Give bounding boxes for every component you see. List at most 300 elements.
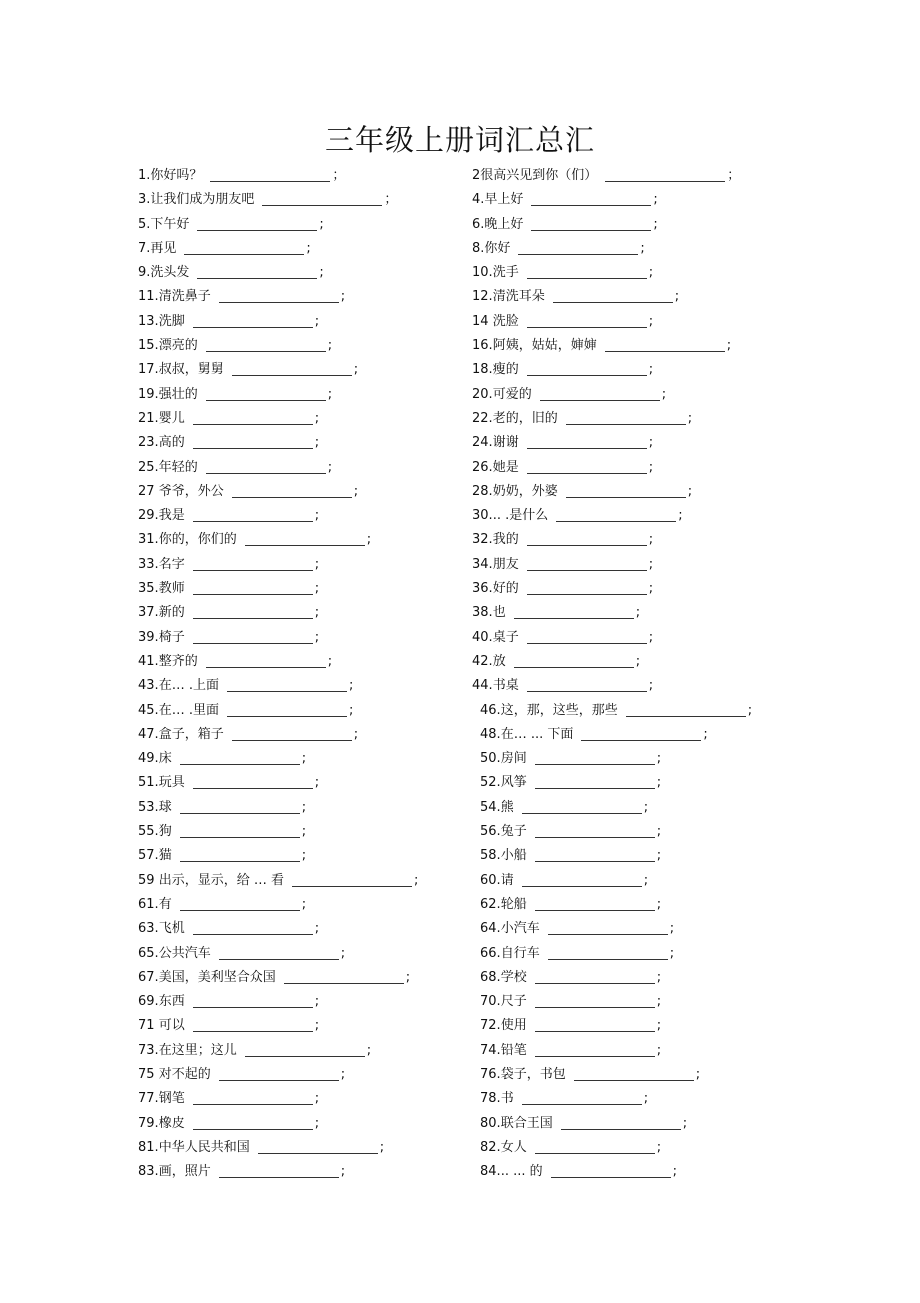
answer-blank[interactable] bbox=[514, 604, 634, 619]
item-number: 74. bbox=[480, 1042, 501, 1058]
item-number: 63. bbox=[138, 921, 159, 937]
answer-blank[interactable] bbox=[206, 653, 326, 668]
answer-blank[interactable] bbox=[553, 288, 673, 303]
answer-blank[interactable] bbox=[262, 191, 382, 206]
vocab-item bbox=[138, 966, 410, 990]
answer-blank[interactable] bbox=[193, 920, 313, 935]
answer-blank[interactable] bbox=[527, 459, 647, 474]
answer-blank[interactable] bbox=[193, 1017, 313, 1032]
answer-blank[interactable] bbox=[180, 896, 300, 911]
item-number: 59 bbox=[138, 872, 159, 888]
answer-blank[interactable] bbox=[227, 677, 347, 692]
vocab-item bbox=[480, 1039, 661, 1063]
vocab-row bbox=[0, 820, 920, 844]
item-semicolon: ; bbox=[327, 338, 333, 354]
item-number: 11. bbox=[138, 289, 159, 305]
answer-blank[interactable] bbox=[535, 750, 655, 765]
vocab-row bbox=[0, 942, 920, 966]
item-semicolon: ; bbox=[653, 192, 658, 208]
vocab-item bbox=[472, 674, 653, 698]
item-number: 56. bbox=[480, 824, 501, 840]
item-number: 45. bbox=[138, 702, 159, 718]
item-number: 24. bbox=[472, 435, 493, 451]
vocab-row bbox=[0, 844, 920, 868]
item-text: 使用 bbox=[500, 1018, 527, 1034]
item-text: 清洗耳朵 bbox=[492, 289, 545, 305]
item-number: 79. bbox=[138, 1115, 159, 1131]
item-number: 47. bbox=[138, 726, 159, 742]
vocab-row bbox=[0, 601, 920, 625]
item-text: 你好 bbox=[484, 240, 511, 256]
item-semicolon: ; bbox=[648, 435, 654, 451]
answer-blank[interactable] bbox=[219, 288, 339, 303]
answer-blank[interactable] bbox=[535, 896, 655, 911]
answer-blank[interactable] bbox=[184, 240, 304, 255]
answer-blank[interactable] bbox=[219, 1163, 339, 1178]
item-semicolon: ; bbox=[643, 1091, 649, 1107]
item-text: 放 bbox=[492, 653, 506, 669]
answer-blank[interactable] bbox=[193, 1090, 313, 1105]
answer-blank[interactable] bbox=[193, 774, 313, 789]
vocabulary-list bbox=[0, 164, 920, 1184]
item-semicolon: ; bbox=[366, 532, 372, 548]
vocab-item bbox=[480, 723, 708, 747]
item-number: 30. bbox=[472, 508, 493, 524]
vocab-row bbox=[0, 383, 920, 407]
answer-blank[interactable] bbox=[197, 216, 317, 231]
item-number: 50. bbox=[480, 751, 501, 767]
item-semicolon: ; bbox=[656, 848, 662, 864]
vocab-item bbox=[138, 1087, 319, 1111]
answer-blank[interactable] bbox=[574, 1066, 694, 1081]
item-number: 54. bbox=[480, 799, 501, 815]
item-semicolon: ; bbox=[314, 313, 320, 329]
item-number: 19. bbox=[138, 386, 159, 402]
vocab-item bbox=[138, 771, 319, 795]
vocab-row bbox=[0, 237, 920, 261]
item-text: 我的 bbox=[492, 532, 519, 548]
item-text: 年轻的 bbox=[158, 459, 198, 475]
answer-blank[interactable] bbox=[232, 361, 352, 376]
vocab-item bbox=[138, 407, 319, 431]
item-text: 谢谢 bbox=[492, 435, 519, 451]
item-number: 41. bbox=[138, 653, 159, 669]
item-text: 清洗鼻子 bbox=[158, 289, 211, 305]
item-semicolon: ; bbox=[674, 289, 680, 305]
vocab-item bbox=[472, 334, 731, 358]
item-number: 58. bbox=[480, 848, 501, 864]
answer-blank[interactable] bbox=[193, 313, 313, 328]
vocab-item bbox=[138, 213, 324, 237]
item-number: 21. bbox=[138, 410, 159, 426]
item-semicolon: ; bbox=[413, 872, 419, 888]
item-text: 小汽车 bbox=[500, 921, 540, 937]
vocab-item bbox=[480, 990, 661, 1014]
item-text: 小船 bbox=[500, 848, 527, 864]
item-number: 55. bbox=[138, 824, 159, 840]
vocab-item bbox=[480, 796, 648, 820]
item-text: 你的，你们的 bbox=[158, 532, 237, 548]
answer-blank[interactable] bbox=[535, 847, 655, 862]
item-text: 橡皮 bbox=[158, 1115, 185, 1131]
item-number: 17. bbox=[138, 362, 159, 378]
vocab-item bbox=[472, 480, 692, 504]
answer-blank[interactable] bbox=[197, 264, 317, 279]
vocab-row bbox=[0, 771, 920, 795]
vocab-item bbox=[472, 553, 653, 577]
answer-blank[interactable] bbox=[626, 702, 746, 717]
vocab-item bbox=[472, 358, 653, 382]
answer-blank[interactable] bbox=[540, 386, 660, 401]
vocab-item bbox=[138, 456, 332, 480]
item-text: 朋友 bbox=[492, 556, 519, 572]
vocab-row bbox=[0, 261, 920, 285]
vocab-row bbox=[0, 1039, 920, 1063]
item-text: 教师 bbox=[158, 581, 185, 597]
answer-blank[interactable] bbox=[522, 872, 642, 887]
answer-blank[interactable] bbox=[527, 580, 647, 595]
item-semicolon: ; bbox=[661, 386, 667, 402]
item-semicolon: ; bbox=[301, 896, 307, 912]
answer-blank[interactable] bbox=[566, 483, 686, 498]
item-number: 75 bbox=[138, 1066, 159, 1082]
vocab-item bbox=[138, 237, 311, 261]
item-number: 7. bbox=[138, 240, 151, 256]
vocab-row bbox=[0, 1087, 920, 1111]
item-number: 16. bbox=[472, 338, 493, 354]
item-number: 23. bbox=[138, 435, 159, 451]
item-semicolon: ; bbox=[327, 653, 333, 669]
vocab-row bbox=[0, 480, 920, 504]
item-semicolon: ; bbox=[340, 1164, 346, 1180]
item-text: 新的 bbox=[158, 605, 185, 621]
vocab-row bbox=[0, 747, 920, 771]
vocab-row bbox=[0, 213, 920, 237]
item-text: 书桌 bbox=[492, 678, 519, 694]
item-number: 38. bbox=[472, 605, 493, 621]
item-semicolon: ; bbox=[301, 848, 307, 864]
item-text: 你好吗？ bbox=[150, 168, 203, 183]
answer-blank[interactable] bbox=[548, 920, 668, 935]
vocab-item bbox=[138, 1160, 345, 1184]
item-text: 高的 bbox=[158, 435, 185, 451]
vocab-row bbox=[0, 1112, 920, 1136]
item-semicolon: ; bbox=[314, 435, 320, 451]
item-text: 猫 bbox=[158, 848, 172, 864]
item-semicolon: ; bbox=[635, 653, 641, 669]
item-text: 自行车 bbox=[500, 945, 540, 961]
answer-blank[interactable] bbox=[193, 629, 313, 644]
vocab-row bbox=[0, 917, 920, 941]
answer-blank[interactable] bbox=[193, 993, 313, 1008]
vocab-item bbox=[472, 285, 679, 309]
item-semicolon: ; bbox=[379, 1139, 385, 1155]
vocab-item bbox=[138, 820, 306, 844]
answer-blank[interactable] bbox=[292, 872, 412, 887]
item-semicolon: ; bbox=[319, 216, 324, 232]
item-text: 在… .上面 bbox=[158, 678, 219, 694]
item-number: 49. bbox=[138, 751, 159, 767]
vocab-item bbox=[138, 1039, 371, 1063]
item-number: 48. bbox=[480, 726, 501, 742]
answer-blank[interactable] bbox=[232, 726, 352, 741]
item-semicolon: ; bbox=[327, 386, 333, 402]
item-text: 公共汽车 bbox=[158, 945, 211, 961]
item-semicolon: ; bbox=[656, 1018, 662, 1034]
item-semicolon: ; bbox=[656, 1042, 662, 1058]
vocab-row bbox=[0, 1063, 920, 1087]
answer-blank[interactable] bbox=[535, 1139, 655, 1154]
item-text: 画，照片 bbox=[158, 1164, 211, 1180]
item-number: 39. bbox=[138, 629, 159, 645]
answer-blank[interactable] bbox=[535, 1042, 655, 1057]
item-semicolon: ; bbox=[314, 921, 320, 937]
item-text: 爷爷，外公 bbox=[158, 483, 224, 499]
item-text: 尺子 bbox=[500, 994, 527, 1010]
item-number: 10. bbox=[472, 265, 493, 281]
item-text: .. ... 的 bbox=[500, 1164, 543, 1180]
vocab-item bbox=[472, 261, 653, 285]
answer-blank[interactable] bbox=[206, 386, 326, 401]
answer-blank[interactable] bbox=[561, 1115, 681, 1130]
item-number: 70. bbox=[480, 994, 501, 1010]
answer-blank[interactable] bbox=[522, 1090, 642, 1105]
vocab-item bbox=[472, 626, 653, 650]
vocab-item bbox=[138, 844, 306, 868]
item-semicolon: ; bbox=[695, 1066, 701, 1082]
vocab-item bbox=[138, 358, 358, 382]
vocab-row bbox=[0, 528, 920, 552]
item-number: 34. bbox=[472, 556, 493, 572]
item-text: 整齐的 bbox=[158, 653, 198, 669]
item-semicolon: ; bbox=[314, 1091, 320, 1107]
item-number: 53. bbox=[138, 799, 159, 815]
vocab-row bbox=[0, 164, 920, 188]
vocab-row bbox=[0, 893, 920, 917]
answer-blank[interactable] bbox=[531, 191, 651, 206]
vocab-item bbox=[138, 480, 358, 504]
vocab-item bbox=[480, 1136, 661, 1160]
answer-blank[interactable] bbox=[535, 969, 655, 984]
item-text: 她是 bbox=[492, 459, 519, 475]
answer-blank[interactable] bbox=[527, 313, 647, 328]
item-number: 20. bbox=[472, 386, 493, 402]
item-number: 61. bbox=[138, 896, 159, 912]
item-semicolon: ; bbox=[747, 702, 753, 718]
answer-blank[interactable] bbox=[527, 531, 647, 546]
answer-blank[interactable] bbox=[556, 507, 676, 522]
item-semicolon: ; bbox=[314, 508, 320, 524]
answer-blank[interactable] bbox=[514, 653, 634, 668]
vocab-item bbox=[472, 456, 653, 480]
vocab-item bbox=[472, 213, 658, 237]
vocab-item bbox=[472, 164, 740, 188]
item-number: 66. bbox=[480, 945, 501, 961]
vocab-row bbox=[0, 504, 920, 528]
item-semicolon: ; bbox=[656, 775, 662, 791]
item-number: 8. bbox=[472, 240, 485, 256]
vocab-item bbox=[138, 1063, 345, 1087]
item-text: 在… ... 下面 bbox=[500, 726, 574, 742]
item-text: 女人 bbox=[500, 1139, 527, 1155]
answer-blank[interactable] bbox=[193, 507, 313, 522]
item-number: 5. bbox=[138, 216, 151, 232]
item-text: 老的，旧的 bbox=[492, 410, 558, 426]
answer-blank[interactable] bbox=[535, 823, 655, 838]
item-number: 52. bbox=[480, 775, 501, 791]
answer-blank[interactable] bbox=[527, 434, 647, 449]
item-semicolon: ; bbox=[314, 1115, 320, 1131]
vocab-item bbox=[472, 528, 653, 552]
item-text: .. .是什么 bbox=[492, 508, 549, 524]
answer-blank[interactable] bbox=[551, 1163, 671, 1178]
item-text: 轮船 bbox=[500, 896, 527, 912]
answer-blank[interactable] bbox=[180, 847, 300, 862]
item-number: 2 bbox=[472, 168, 481, 183]
item-semicolon: ; bbox=[656, 994, 662, 1010]
answer-blank[interactable] bbox=[527, 629, 647, 644]
vocab-item bbox=[138, 723, 358, 747]
item-semicolon: ; bbox=[314, 775, 320, 791]
answer-blank[interactable] bbox=[566, 410, 686, 425]
item-number: 4. bbox=[472, 192, 485, 208]
vocab-row bbox=[0, 310, 920, 334]
item-number: 9. bbox=[138, 265, 151, 281]
answer-blank[interactable] bbox=[527, 556, 647, 571]
vocab-item bbox=[138, 285, 345, 309]
item-number: 35. bbox=[138, 581, 159, 597]
answer-blank[interactable] bbox=[232, 483, 352, 498]
item-number: 46. bbox=[480, 702, 501, 718]
item-semicolon: ; bbox=[643, 872, 649, 888]
answer-blank[interactable] bbox=[180, 823, 300, 838]
vocab-item bbox=[138, 917, 319, 941]
answer-blank[interactable] bbox=[522, 799, 642, 814]
vocab-item bbox=[480, 771, 661, 795]
vocab-item bbox=[138, 601, 319, 625]
item-semicolon: ; bbox=[648, 581, 654, 597]
answer-blank[interactable] bbox=[193, 410, 313, 425]
item-semicolon: ; bbox=[314, 1018, 320, 1034]
answer-blank[interactable] bbox=[193, 580, 313, 595]
item-semicolon: ; bbox=[656, 896, 662, 912]
vocab-item bbox=[138, 942, 345, 966]
answer-blank[interactable] bbox=[219, 1066, 339, 1081]
item-semicolon: ; bbox=[314, 629, 320, 645]
vocab-item bbox=[472, 650, 640, 674]
item-semicolon: ; bbox=[656, 824, 662, 840]
item-text: 强壮的 bbox=[158, 386, 198, 402]
answer-blank[interactable] bbox=[193, 1115, 313, 1130]
item-number: 82. bbox=[480, 1139, 501, 1155]
vocab-item bbox=[138, 1014, 319, 1038]
item-number: 81. bbox=[138, 1139, 159, 1155]
vocab-row bbox=[0, 577, 920, 601]
item-text: 好的 bbox=[492, 581, 519, 597]
item-semicolon: ; bbox=[353, 726, 359, 742]
answer-blank[interactable] bbox=[581, 726, 701, 741]
answer-blank[interactable] bbox=[518, 240, 638, 255]
item-text: 书 bbox=[500, 1091, 514, 1107]
vocab-item bbox=[480, 699, 752, 723]
answer-blank[interactable] bbox=[180, 799, 300, 814]
answer-blank[interactable] bbox=[605, 167, 725, 182]
item-text: 早上好 bbox=[484, 192, 524, 208]
item-semicolon: ; bbox=[687, 483, 693, 499]
vocab-item bbox=[138, 431, 319, 455]
item-number: 29. bbox=[138, 508, 159, 524]
item-semicolon: ; bbox=[340, 289, 346, 305]
item-number: 1. bbox=[138, 168, 151, 183]
answer-blank[interactable] bbox=[206, 459, 326, 474]
item-text: 洗头发 bbox=[150, 265, 190, 281]
item-semicolon: ； bbox=[384, 192, 398, 208]
item-semicolon: ; bbox=[353, 362, 359, 378]
vocab-item bbox=[138, 747, 306, 771]
item-text: 盒子，箱子 bbox=[158, 726, 224, 742]
item-text: 下午好 bbox=[150, 216, 190, 232]
answer-blank[interactable] bbox=[527, 361, 647, 376]
answer-blank[interactable] bbox=[527, 264, 647, 279]
vocab-item bbox=[472, 431, 653, 455]
answer-blank[interactable] bbox=[193, 604, 313, 619]
item-number: 26. bbox=[472, 459, 493, 475]
answer-blank[interactable] bbox=[548, 945, 668, 960]
answer-blank[interactable] bbox=[258, 1139, 378, 1154]
answer-blank[interactable] bbox=[535, 1017, 655, 1032]
answer-blank[interactable] bbox=[219, 945, 339, 960]
answer-blank[interactable] bbox=[206, 337, 326, 352]
item-text: 桌子 bbox=[492, 629, 519, 645]
answer-blank[interactable] bbox=[245, 1042, 365, 1057]
vocab-item bbox=[138, 1112, 319, 1136]
answer-blank[interactable] bbox=[284, 969, 404, 984]
answer-blank[interactable] bbox=[605, 337, 725, 352]
vocab-item bbox=[138, 188, 397, 212]
item-semicolon: ; bbox=[726, 338, 732, 354]
item-semicolon: ; bbox=[648, 459, 654, 475]
item-semicolon: ; bbox=[319, 265, 324, 281]
vocab-item bbox=[480, 1160, 677, 1184]
item-semicolon: ; bbox=[353, 483, 359, 499]
item-semicolon: ; bbox=[327, 459, 333, 475]
answer-blank[interactable] bbox=[193, 556, 313, 571]
item-number: 13. bbox=[138, 313, 159, 329]
vocab-row bbox=[0, 1014, 920, 1038]
vocab-item bbox=[472, 577, 653, 601]
item-text: 洗脚 bbox=[158, 313, 185, 329]
item-number: 43. bbox=[138, 678, 159, 694]
item-text: 阿姨，姑姑，婶婶 bbox=[492, 338, 597, 354]
vocab-row bbox=[0, 990, 920, 1014]
answer-blank[interactable] bbox=[531, 216, 651, 231]
answer-blank[interactable] bbox=[210, 167, 330, 182]
item-text: 东西 bbox=[158, 994, 185, 1010]
answer-blank[interactable] bbox=[245, 531, 365, 546]
answer-blank[interactable] bbox=[227, 702, 347, 717]
answer-blank[interactable] bbox=[193, 434, 313, 449]
answer-blank[interactable] bbox=[535, 993, 655, 1008]
vocab-item bbox=[138, 893, 306, 917]
item-number: 65. bbox=[138, 945, 159, 961]
item-semicolon: ; bbox=[656, 969, 662, 985]
answer-blank[interactable] bbox=[180, 750, 300, 765]
answer-blank[interactable] bbox=[527, 677, 647, 692]
vocab-row bbox=[0, 699, 920, 723]
vocab-item bbox=[472, 504, 683, 528]
answer-blank[interactable] bbox=[535, 774, 655, 789]
item-number: 40. bbox=[472, 629, 493, 645]
